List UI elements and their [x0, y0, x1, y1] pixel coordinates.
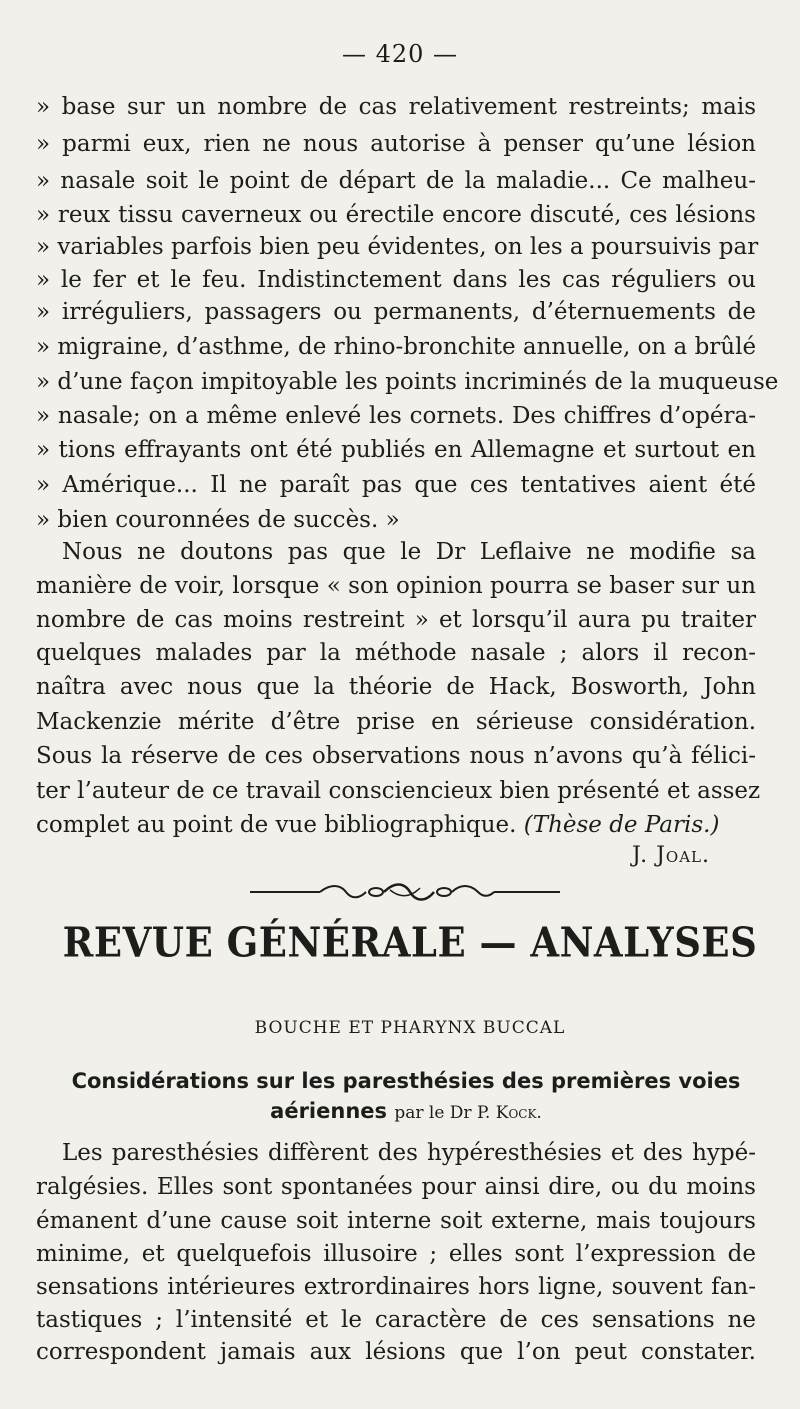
- article-byline: [394, 1103, 542, 1123]
- review-line: naîtra avec nous que la théorie de Hack, Bosworth, John: [36, 674, 756, 700]
- quote-line: » nasale soit le point de départ de la maladie... Ce malheu-: [36, 168, 756, 194]
- quote-line: » tions effrayants ont été publiés en Allemagne et surtout en: [36, 437, 756, 463]
- quote-line: » parmi eux, rien ne nous autorise à penser qu’une lésion: [36, 131, 756, 157]
- quote-line: » nasale; on a même enlevé les cornets. Des chiffres d’opéra-: [36, 403, 756, 429]
- ornament-divider-icon: [250, 880, 560, 904]
- byline-prefix: par le Dr P.: [394, 1103, 491, 1123]
- article-line: minime, et quelquefois illusoire ; elles sont l’expression de: [36, 1241, 756, 1267]
- subsection-heading: BOUCHE ET PHARYNX BUCCAL: [254, 1018, 566, 1038]
- thesis-citation: (Thèse de Paris.): [523, 812, 720, 838]
- article-title-continuation: aériennes: [270, 1099, 388, 1123]
- quote-line: » bien couronnées de succès. »: [36, 507, 400, 533]
- page-number: — 420 —: [341, 40, 459, 68]
- quote-line: » le fer et le feu. Indistinctement dans les cas réguliers ou: [36, 267, 756, 293]
- section-heading: REVUE GÉNÉRALE — ANALYSES: [62, 917, 758, 967]
- article-line: Les paresthésies diffèrent des hypéresthésies et des hypé-: [62, 1140, 756, 1166]
- article-line: tastiques ; l’intensité et le caractère de ces sensations ne: [36, 1307, 756, 1333]
- article-title-line2: [36, 1097, 776, 1127]
- review-last-text: complet au point de vue bibliographique.: [36, 812, 517, 838]
- quote-line: » variables parfois bien peu évidentes, on les a poursuivis par: [36, 234, 759, 260]
- review-line: Mackenzie mérite d’être prise en sérieuse considération.: [36, 709, 756, 735]
- article-title-line: Considérations sur les paresthésies des premières voies: [71, 1069, 741, 1093]
- author-signature: J. Joal.: [631, 843, 710, 868]
- review-line: nombre de cas moins restreint » et lorsqu’il aura pu traiter: [36, 607, 756, 633]
- quote-line: » irréguliers, passagers ou permanents, d’éternuements de: [36, 299, 756, 325]
- article-line: sensations intérieures extrordinaires hors ligne, souvent fan-: [36, 1274, 756, 1300]
- byline-author: Kock.: [495, 1103, 542, 1123]
- quote-line: » migraine, d’asthme, de rhino-bronchite annuelle, on a brûlé: [36, 334, 757, 360]
- quote-line: » d’une façon impitoyable les points incriminés de la muqueuse: [36, 369, 779, 395]
- review-last-line: [36, 810, 756, 840]
- quote-line: » Amérique... Il ne paraît pas que ces tentatives aient été: [36, 472, 756, 498]
- article-line: émanent d’une cause soit interne soit externe, mais toujours: [36, 1208, 756, 1234]
- quote-line: » reux tissu caverneux ou érectile encore discuté, ces lésions: [36, 202, 756, 228]
- review-line: ter l’auteur de ce travail consciencieux bien présenté et assez: [36, 778, 761, 804]
- review-line: Nous ne doutons pas que le Dr Leflaive ne modifie sa: [62, 539, 756, 565]
- review-line: manière de voir, lorsque « son opinion pourra se baser sur un: [36, 573, 756, 599]
- review-line: Sous la réserve de ces observations nous n’avons qu’à félici-: [36, 743, 756, 769]
- article-line: ralgésies. Elles sont spontanées pour ainsi dire, ou du moins: [36, 1174, 756, 1200]
- review-line: quelques malades par la méthode nasale ; alors il recon-: [36, 640, 756, 666]
- article-line: correspondent jamais aux lésions que l’on peut constater.: [36, 1339, 756, 1365]
- quote-line: » base sur un nombre de cas relativement restreints; mais: [36, 94, 756, 120]
